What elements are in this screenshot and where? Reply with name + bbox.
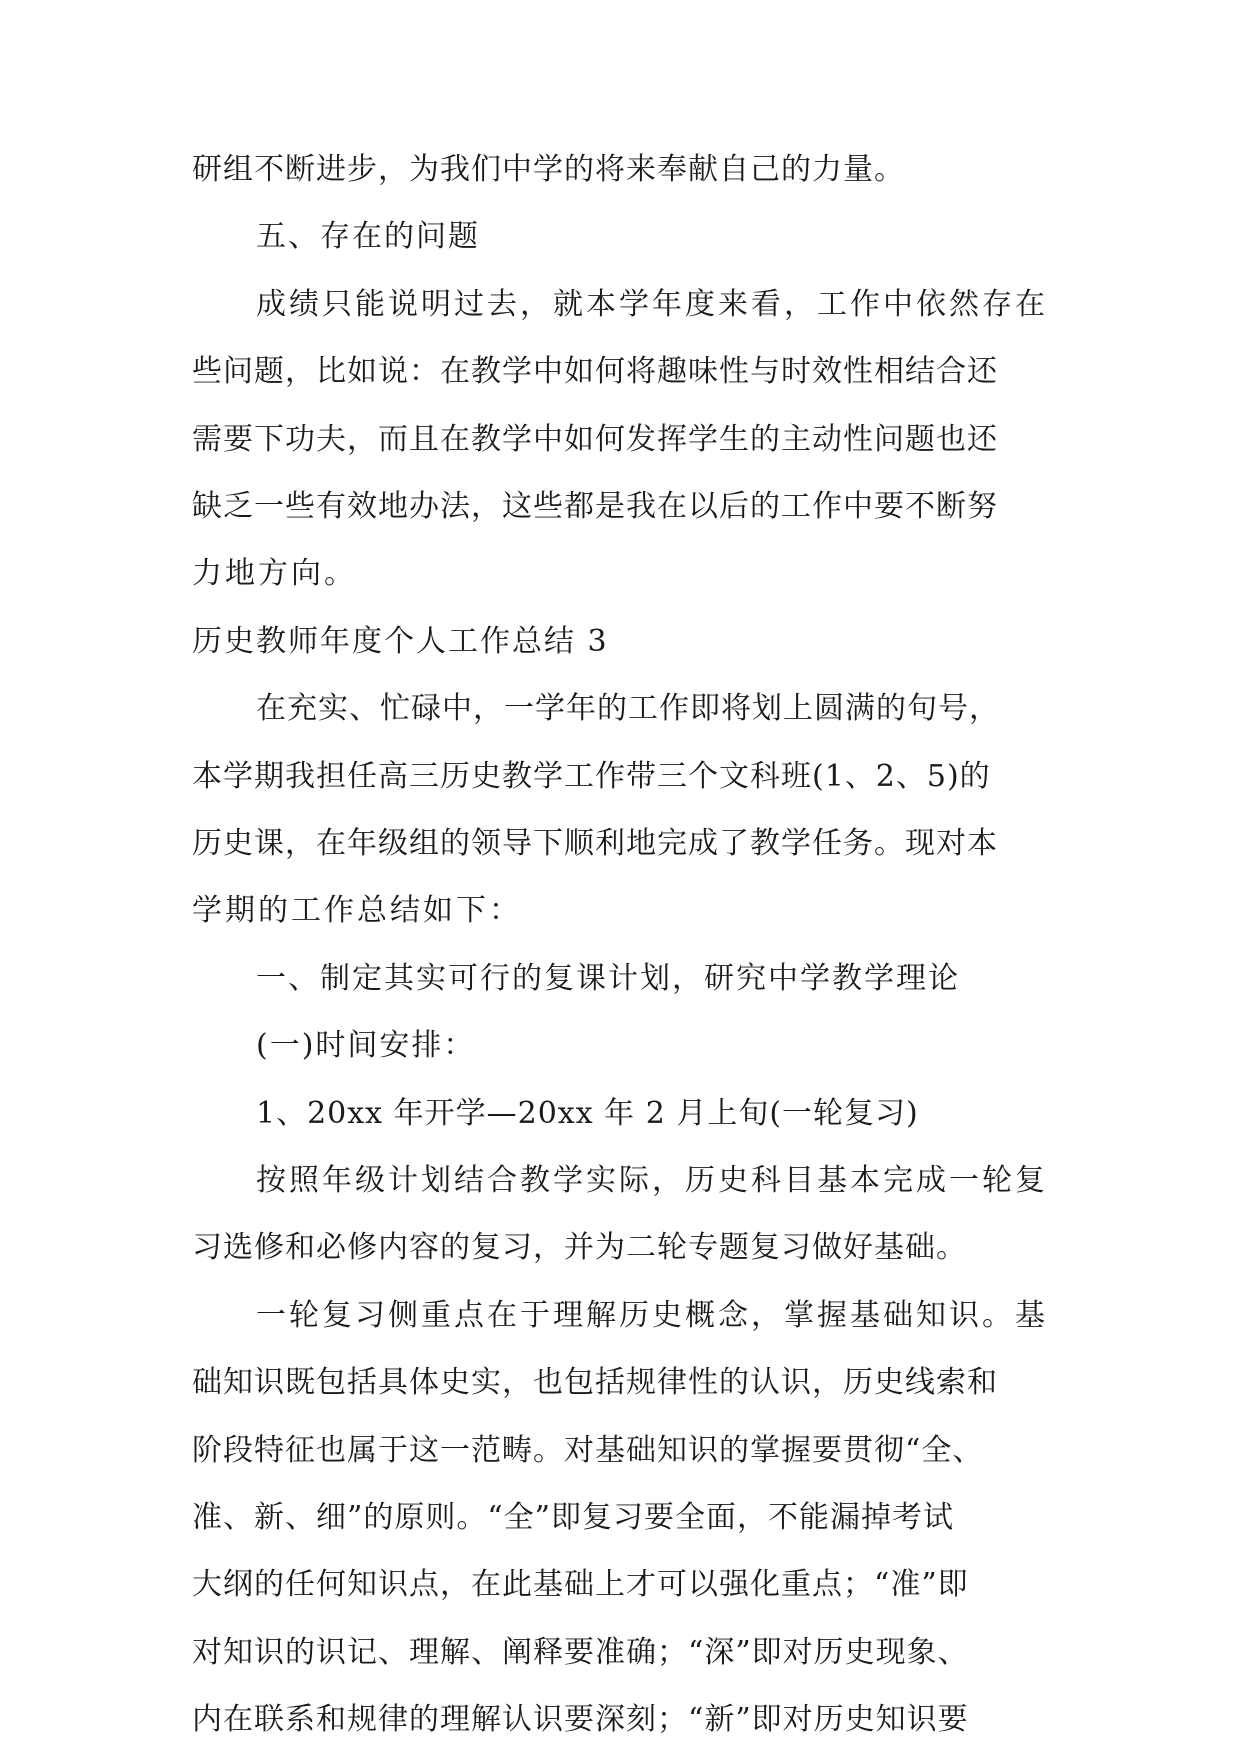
paragraph-line: 阶段特征也属于这一范畴。对基础知识的掌握要贯彻“全、 — [192, 1433, 984, 1468]
paragraph-line: 成绩只能说明过去，就本学年度来看，工作中依然存在 — [256, 287, 1048, 322]
paragraph-line: 学期的工作总结如下： — [192, 893, 522, 928]
section-heading: 五、存在的问题 — [256, 219, 480, 254]
paragraph-line: 历史课，在年级组的领导下顺利地完成了教学任务。现对本 — [192, 826, 998, 861]
paragraph-line: 在充实、忙碌中，一学年的工作即将划上圆满的句号， — [256, 691, 1000, 726]
paragraph-line: 习选修和必修内容的复习，并为二轮专题复习做好基础。 — [192, 1230, 967, 1265]
subsection-heading: (一)时间安排： — [256, 1028, 476, 1063]
section-heading: 一、制定其实可行的复课计划，研究中学教学理论 — [256, 961, 960, 996]
paragraph-line: 准、新、细”的原则。“全”即复习要全面，不能漏掉考试 — [192, 1500, 955, 1535]
paragraph-line: 大纲的任何知识点，在此基础上才可以强化重点；“准”即 — [192, 1567, 969, 1602]
paragraph-line: 一轮复习侧重点在于理解历史概念，掌握基础知识。基 — [256, 1298, 1048, 1333]
paragraph-line: 对知识的识记、理解、阐释要准确；“深”即对历史现象、 — [192, 1635, 969, 1670]
paragraph-line: 础知识既包括具体史实，也包括规律性的认识，历史线索和 — [192, 1365, 998, 1400]
paragraph-line: 力地方向。 — [192, 556, 357, 591]
paragraph-line: 研组不断进步，为我们中学的将来奉献自己的力量。 — [192, 152, 905, 187]
paragraph-line: 按照年级计划结合教学实际，历史科目基本完成一轮复 — [256, 1163, 1048, 1198]
paragraph-line: 缺乏一些有效地办法，这些都是我在以后的工作中要不断努 — [192, 489, 998, 524]
paragraph-line: 本学期我担任高三历史教学工作带三个文科班(1、2、5)的 — [192, 759, 991, 794]
document-title: 历史教师年度个人工作总结 3 — [192, 624, 609, 659]
paragraph-line: 需要下功夫，而且在教学中如何发挥学生的主动性问题也还 — [192, 422, 998, 457]
paragraph-line: 内在联系和规律的理解认识要深刻；“新”即对历史知识要 — [192, 1702, 969, 1737]
subsection-heading: 1、20xx 年开学—20xx 年 2 月上旬(一轮复习) — [256, 1096, 919, 1131]
paragraph-line: 些问题，比如说：在教学中如何将趣味性与时效性相结合还 — [192, 354, 998, 389]
